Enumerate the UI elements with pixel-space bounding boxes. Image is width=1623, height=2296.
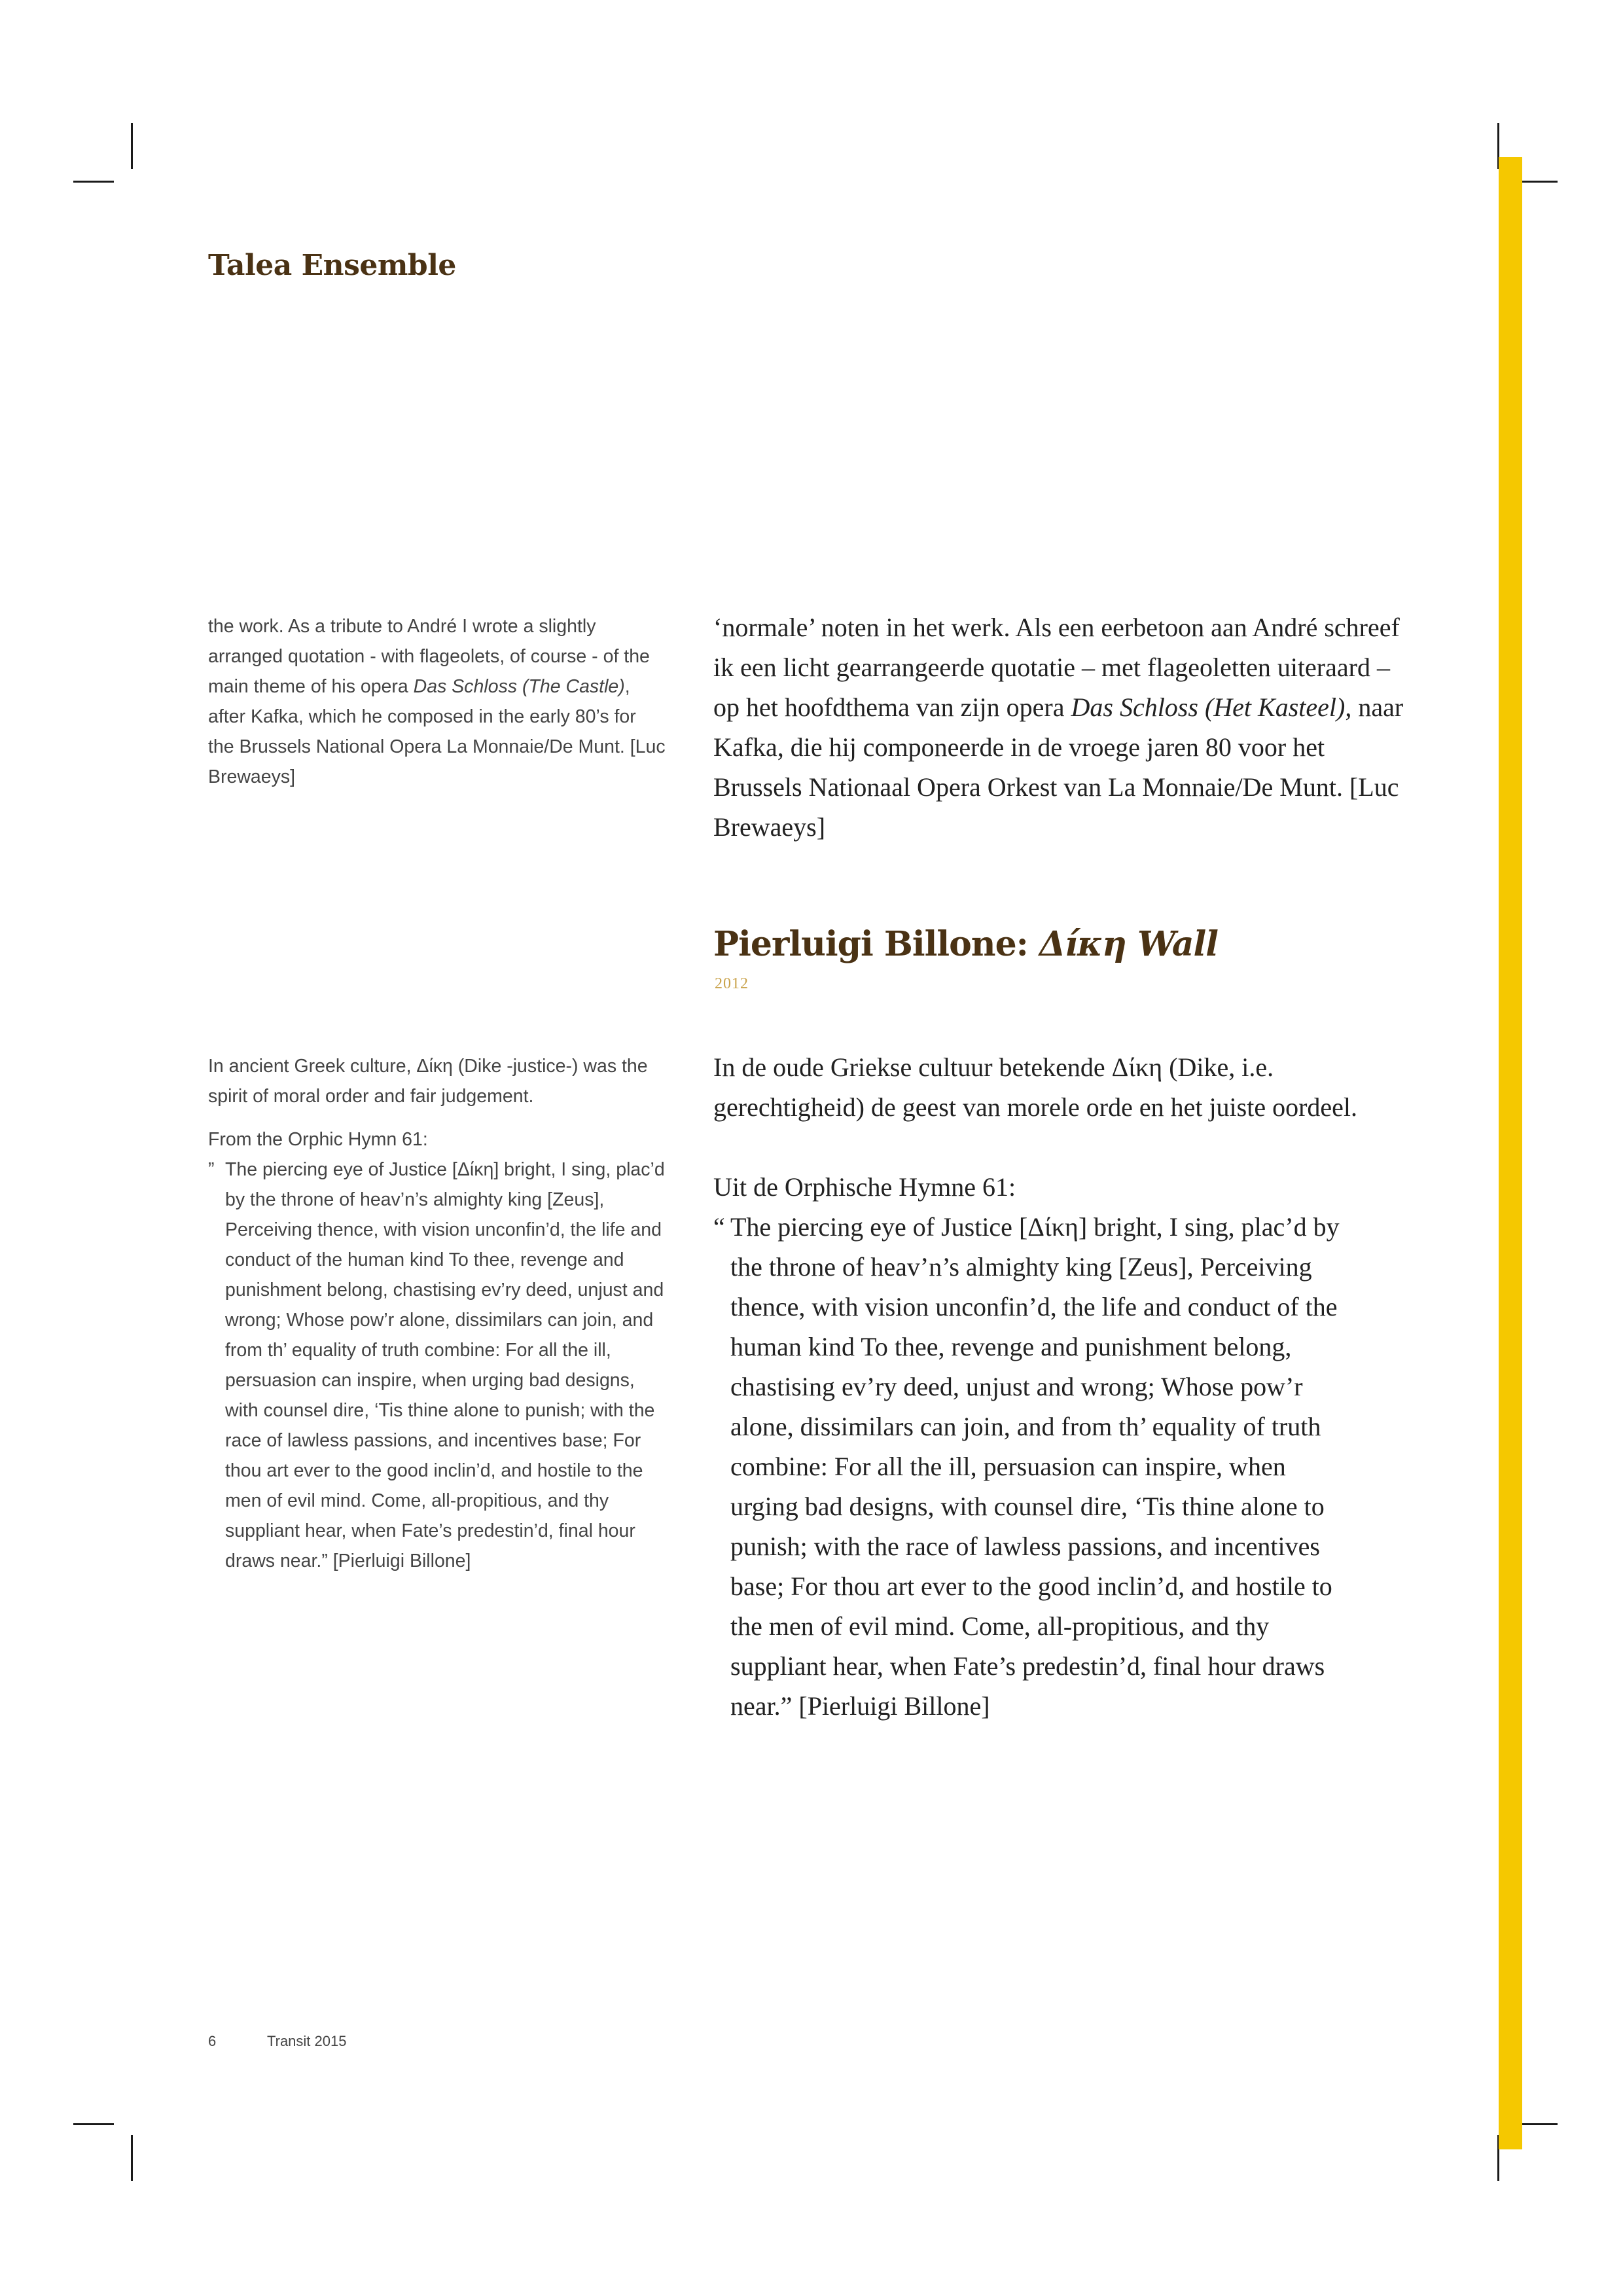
page-number: 6 [208,2033,217,2049]
english-intro: In ancient Greek culture, Δίκη (Dike -justice-) was the spirit of moral order and fair judgement. [208,1056,648,1107]
english-hymn-quote: ” The piercing eye of Justice [Δίκη] bright, I sing, plac’d by the throne of heav’n’s almighty king [Zeus], Perceiving thence, with vision unconfin’d, the life and conduct of the human kind To thee, revenge and punishment belong, chastising ev’ry deed, unjust and wrong; Whose pow’r alone, dissimilars can join, and from th’ equality of truth combine: For all the ill, persuasion can inspire, when urging bad designs, with counsel dire, ‘Tis thine alone to punish; with the race of lawless passions, and incentives base; For thou art ever to the good inclin’d, and hostile to the men of evil mind. Come, all-propitious, and thy suppliant hear, when Fate’s predestin’d, final hour draws near.” [Pierluigi Billone] [208,1155,666,1576]
section-title: Talea Ensemble [208,249,456,282]
dutch-hymn-quote: “ The piercing eye of Justice [Δίκη] bright, I sing, plac’d by the throne of heav’n’s almighty king [Zeus], Perceiving thence, with vision unconfin’d, the life and conduct of the human kind To thee, revenge and punishment belong, chastising ev’ry deed, unjust and wrong; Whose pow’r alone, dissimilars can join, and from th’ equality of truth combine: For all the ill, persuasion can inspire, when urging bad designs, with counsel dire, ‘Tis thine alone to punish; with the race of lawless passions, and incentives base; For thou art ever to the good inclin’d, and hostile to the men of evil mind. Come, all-propitious, and thy suppliant hear, when Fate’s predestin’d, final hour draws near.” [Pierluigi Billone] [713,1207,1352,1726]
english-hymn-label: From the Orphic Hymn 61: [208,1129,428,1150]
accent-bar [1499,157,1522,2149]
dutch-hymn-label: Uit de Orphische Hymne 61: [713,1172,1016,1202]
crop-mark [1517,2123,1558,2125]
dutch-intro: In de oude Griekse cultuur betekende Δίκη (Dike, i.e. gerechtigheid) de geest van morele orde en het juiste oordeel. [713,1052,1358,1122]
dutch-text-top: ‘normale’ noten in het werk. Als een eerbetoon aan André schreef ik een licht gearrangeerde quotatie – met flageoletten uiteraard – op het hoofdthema van zijn opera Das Schloss (Het Kasteel), naar Kafka, die hij componeerde in de vroege jaren 80 voor het Brussels Nationaal Opera Orkest van La Monnaie/De Munt. [Luc Brewaeys] [713,613,1404,842]
english-text-billone [208,1051,666,1576]
publication-name: Transit 2015 [267,2033,347,2049]
piece-title: Δíκη Wall [1039,924,1219,964]
piece-year: 2012 [715,975,749,992]
crop-mark [73,2123,114,2125]
crop-mark [73,181,114,183]
crop-mark [131,123,133,169]
dutch-text-billone [713,1047,1407,1726]
quote-mark: “ [713,1212,725,1242]
crop-mark [131,2135,133,2181]
piece-heading: Pierluigi Billone: Δíκη Wall [713,924,1219,964]
crop-mark [1517,181,1558,183]
english-text-top: the work. As a tribute to André I wrote a slightly arranged quotation - with flageolets, of course - of the main theme of his opera Das Schloss (The Castle), after Kafka, which he composed in the early 80’s for the Brussels National Opera La Monnaie/De Munt. [Luc Brewaeys] [208,616,666,787]
quote-mark: ” [208,1159,215,1180]
